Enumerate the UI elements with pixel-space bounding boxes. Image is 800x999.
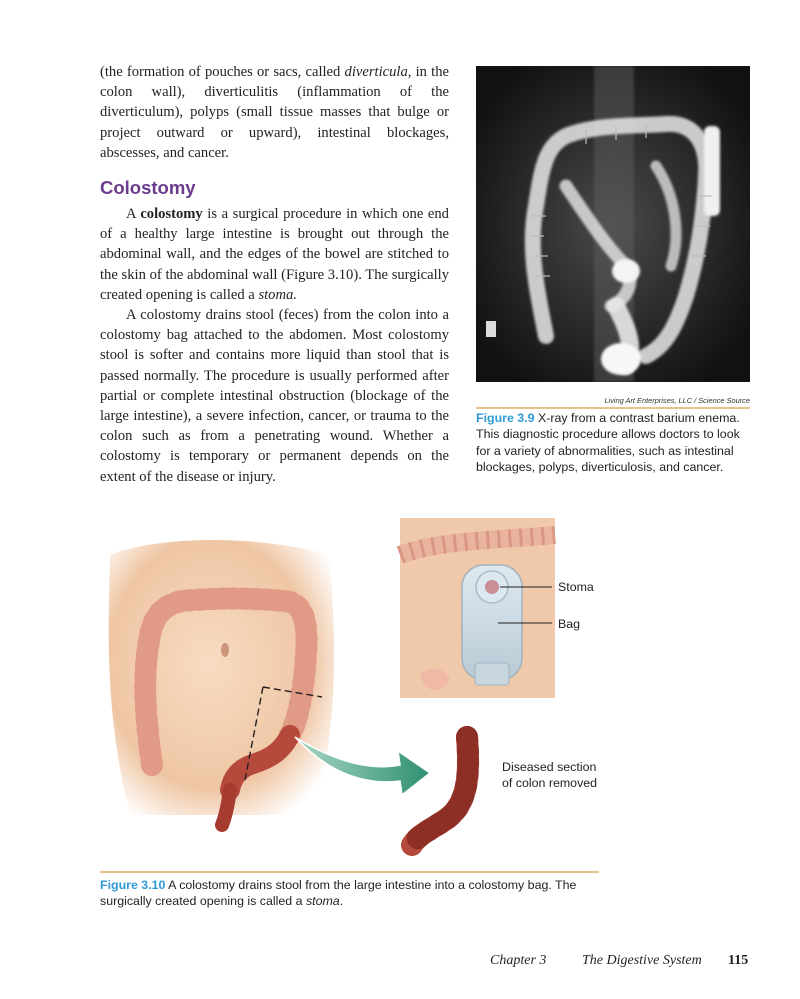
caption-rule bbox=[100, 871, 599, 873]
colostomy-drain-paragraph: A colostomy drains stool (feces) from the colon into a colostomy bag attached to the abdomen. Most colostomy stool is softer and contains more liquid than stool that is passed normally. The procedure is usually performed after partial or complete intestinal obstruction (blockage of the large intestine), a severe infection, cancer, or trauma to the colon such as from a penetrating wound. Whether a colostomy is temporary or permanent depends on the extent of the disease or injury. bbox=[100, 307, 449, 485]
figure-label: Figure 3.9 bbox=[476, 411, 535, 425]
photo-credit: Living Art Enterprises, LLC / Science Source bbox=[604, 396, 750, 405]
bag-label: Bag bbox=[558, 617, 581, 631]
caption-rule bbox=[476, 407, 750, 409]
stoma-label: Stoma bbox=[558, 580, 594, 594]
text-run: A bbox=[126, 206, 141, 223]
text-run: is a surgical procedure in which one end of a healthy large intestine is brought out through the abdominal wall, and the edges of the bowel are stitched to the skin of the abdominal wall (Figure 3.10). The surgically created opening is called a bbox=[100, 206, 449, 303]
term-diverticula: diverticula bbox=[344, 64, 408, 80]
colostomy-definition-paragraph bbox=[100, 204, 449, 305]
page-number: 115 bbox=[728, 953, 749, 968]
text-run: (the formation of pouches or sacs, called bbox=[100, 64, 345, 80]
figure-label: Figure 3.10 bbox=[100, 878, 166, 892]
footer-title: The Digestive System bbox=[582, 953, 702, 968]
stoma bbox=[485, 580, 499, 594]
text-run: , in the colon wall), diverticulitis (inflammation of the diverticulum), polyps (small tissue masses that bulge or project outward or upward), intestinal blockages, abscesses, and cancer. bbox=[100, 64, 449, 161]
body-text-column bbox=[100, 62, 449, 487]
colostomy-illustration bbox=[100, 515, 610, 865]
figure-3-10-caption bbox=[100, 877, 620, 910]
navel bbox=[221, 643, 229, 657]
caption-text: X-ray from a contrast barium enema. This diagnostic procedure allows doctors to look for a variety of abnormalities, such as intestinal blockages, polyps, diverticulosis, and cancer. bbox=[476, 411, 740, 474]
colostomy-diagram bbox=[100, 515, 610, 865]
xray-image bbox=[476, 66, 750, 382]
figure-3-9-caption bbox=[476, 410, 752, 475]
removed-label-line1: Diseased section bbox=[502, 760, 597, 774]
removed-colon-section bbox=[412, 737, 468, 845]
xray-colon-illustration bbox=[476, 66, 750, 382]
caption-term-stoma: stoma bbox=[305, 894, 340, 909]
intro-paragraph bbox=[100, 62, 449, 163]
caption-text: . bbox=[339, 894, 344, 909]
term-stoma: stoma. bbox=[258, 286, 297, 303]
removed-label-line2: of colon removed bbox=[502, 776, 598, 790]
caption-text: A colostomy drains stool from the large intestine into a colostomy bag. The surgically created opening is called a bbox=[100, 878, 577, 909]
term-colostomy: colostomy bbox=[140, 206, 203, 223]
footer-chapter: Chapter 3 bbox=[490, 953, 547, 968]
section-heading: Colostomy bbox=[100, 177, 196, 199]
